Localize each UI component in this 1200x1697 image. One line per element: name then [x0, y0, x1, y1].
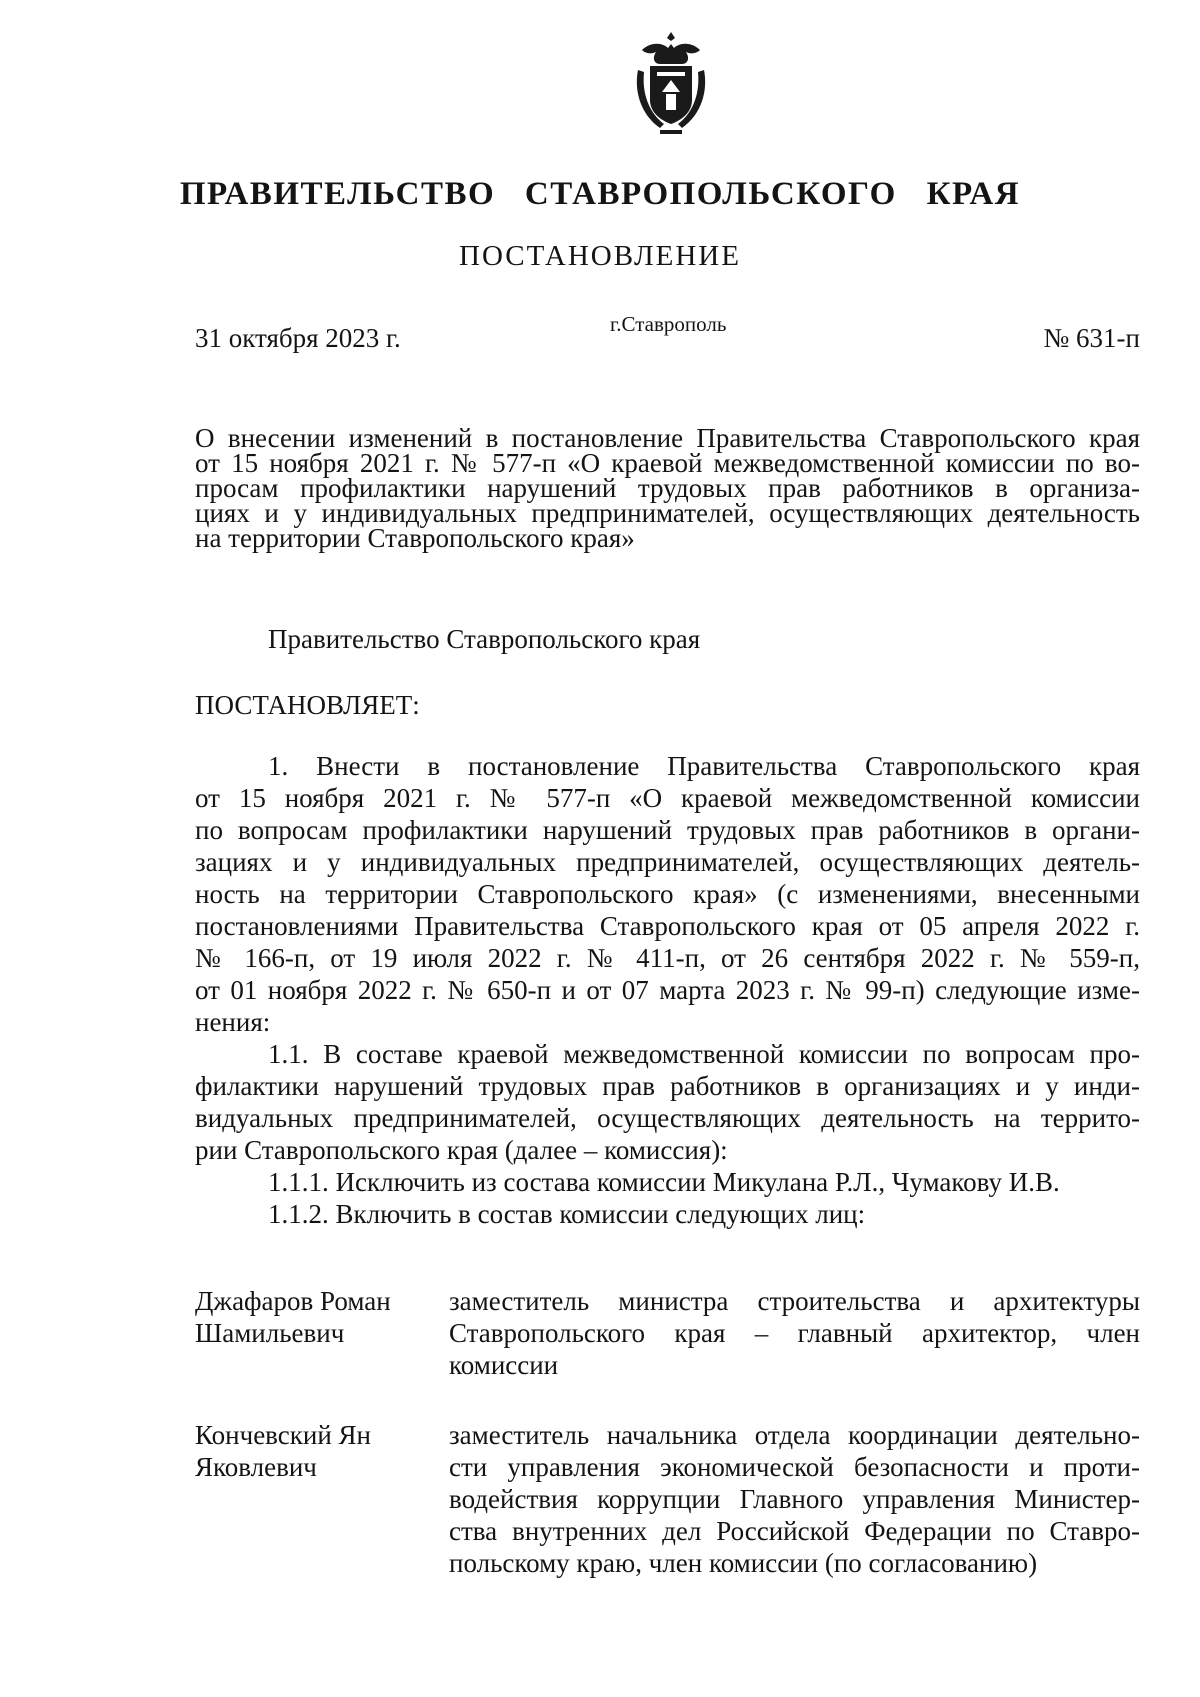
member-name: Кончевский Ян Яковлевич: [195, 1420, 371, 1482]
item-1-1-line: 1.1. В составе краевой межведомственной комиссии по вопросам про-: [268, 1039, 1140, 1069]
item-1-line: от 15 ноября 2021 г. № 577-п «О краевой межведомственной комиссии: [195, 783, 1140, 813]
item-1-1-line: видуальных предпринимателей, осуществляющих деятельность на террито-: [195, 1103, 1140, 1133]
resolves-heading: ПОСТАНОВЛЯЕТ:: [195, 690, 420, 720]
government-title: ПРАВИТЕЛЬСТВО СТАВРОПОЛЬСКОГО КРАЯ: [179, 176, 1021, 212]
member-role: заместитель министра строительства и архитектуры Ставропольского края – главный архитектор, член комиссии: [449, 1286, 1140, 1380]
item-1-line: нения:: [195, 1007, 271, 1037]
item-1-line: постановлениями Правительства Ставропольского края от 05 апреля 2022 г.: [195, 911, 1140, 941]
resolution-body: [195, 750, 1140, 1230]
document-subject: [195, 423, 1140, 553]
coat-of-arms-emblem: [630, 30, 712, 136]
item-1-line: от 01 ноября 2022 г. № 650-п и от 07 марта 2023 г. № 99-п) следующие изме-: [195, 975, 1140, 1005]
subject-line: от 15 ноября 2021 г. № 577-п «О краевой межведомственной комиссии по во-: [195, 448, 1140, 478]
document-date: 31 октября 2023 г.: [195, 323, 401, 353]
subject-line: на территории Ставропольского края»: [195, 523, 635, 553]
item-1-line: зациях и у индивидуальных предпринимателей, осуществляющих деятель-: [195, 847, 1140, 877]
preamble: Правительство Ставропольского края: [268, 624, 701, 654]
subject-line: О внесении изменений в постановление Правительства Ставропольского края: [195, 423, 1140, 453]
item-1-1-1: 1.1.1. Исключить из состава комиссии Микулана Р.Л., Чумакову И.В.: [268, 1167, 1060, 1197]
item-1-line: № 166-п, от 19 июля 2022 г. № 411-п, от 26 сентября 2022 г. № 559-п,: [195, 943, 1140, 973]
member-role: заместитель начальника отдела координации деятельно- сти управления экономической безопасности и проти- водействия коррупции Главного управления Министер- ства внутренних дел Российской Федерации по Ставро- польскому краю, член комиссии (по согласованию): [449, 1420, 1140, 1578]
item-1-line: ность на территории Ставропольского края» (с изменениями, внесенными: [195, 879, 1140, 909]
item-1-line: по вопросам профилактики нарушений трудовых прав работников в органи-: [195, 815, 1140, 845]
item-1-1-line: филактики нарушений трудовых прав работников в организациях и у инди-: [195, 1071, 1140, 1101]
item-1-1-line: рии Ставропольского края (далее – комиссия):: [195, 1135, 728, 1165]
member-name: Джафаров Роман Шамильевич: [195, 1286, 391, 1348]
item-1-1-2: 1.1.2. Включить в состав комиссии следующих лиц:: [268, 1199, 866, 1229]
document-city: г.Ставрополь: [610, 312, 727, 336]
document-type: ПОСТАНОВЛЕНИЕ: [459, 240, 741, 272]
document-number: № 631-п: [1043, 323, 1140, 353]
subject-line: просам профилактики нарушений трудовых прав работников в организа-: [195, 473, 1140, 503]
item-1-line: 1. Внести в постановление Правительства Ставропольского края: [268, 751, 1140, 781]
subject-line: циях и у индивидуальных предпринимателей, осуществляющих деятельность: [195, 498, 1140, 528]
